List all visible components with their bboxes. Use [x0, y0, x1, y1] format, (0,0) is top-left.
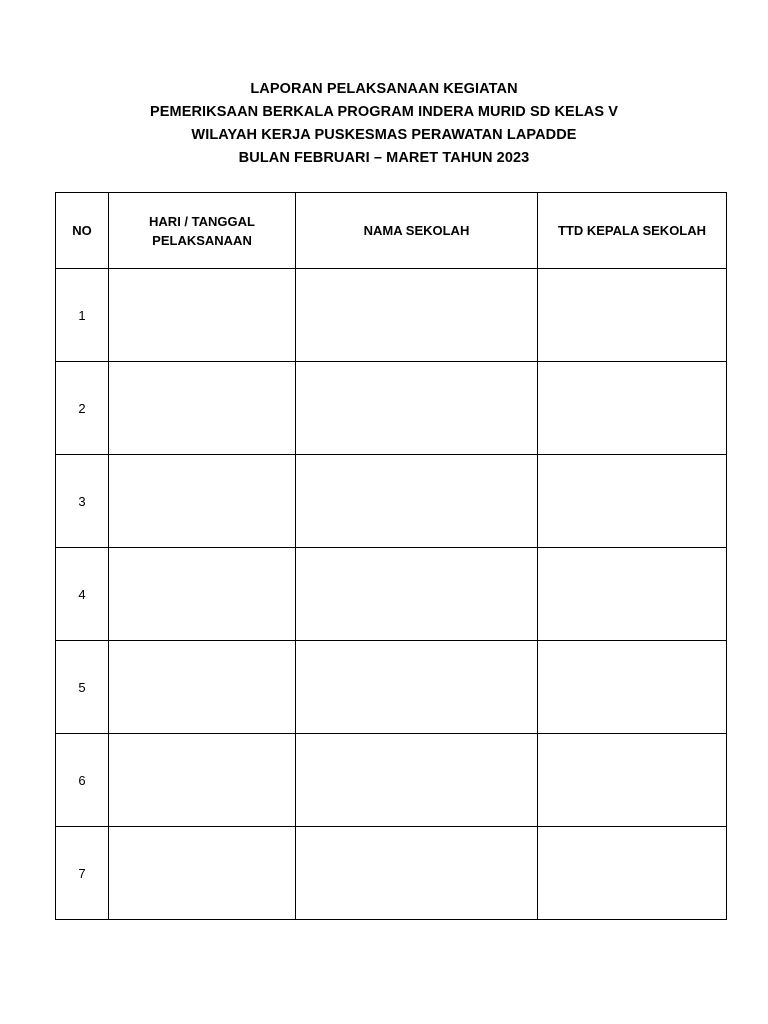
row-no-cell: 2 — [56, 362, 109, 455]
table-row — [56, 827, 727, 920]
table-body — [56, 269, 727, 920]
table-row — [56, 548, 727, 641]
row-school-cell[interactable] — [296, 827, 538, 920]
row-signature-cell[interactable] — [538, 734, 727, 827]
row-no-cell: 7 — [56, 827, 109, 920]
row-signature-cell[interactable] — [538, 362, 727, 455]
row-school-cell[interactable] — [296, 734, 538, 827]
row-signature-cell[interactable] — [538, 548, 727, 641]
table-row — [56, 641, 727, 734]
row-signature-cell[interactable] — [538, 827, 727, 920]
row-no-cell: 3 — [56, 455, 109, 548]
row-date-cell[interactable] — [109, 548, 296, 641]
row-no-cell: 5 — [56, 641, 109, 734]
table-row — [56, 734, 727, 827]
header-no: NO — [56, 193, 109, 269]
header-signature: TTD KEPALA SEKOLAH — [538, 193, 727, 269]
row-school-cell[interactable] — [296, 455, 538, 548]
row-no-cell: 4 — [56, 548, 109, 641]
header-date-line-2: PELAKSANAAN — [152, 232, 252, 248]
report-table — [55, 192, 727, 920]
table-row — [56, 455, 727, 548]
table-row — [56, 362, 727, 455]
row-date-cell[interactable] — [109, 362, 296, 455]
row-date-cell[interactable] — [109, 269, 296, 362]
title-line-1: LAPORAN PELAKSANAAN KEGIATAN — [250, 81, 518, 97]
header-school: NAMA SEKOLAH — [296, 193, 538, 269]
row-date-cell[interactable] — [109, 455, 296, 548]
row-date-cell[interactable] — [109, 827, 296, 920]
row-date-cell[interactable] — [109, 641, 296, 734]
table-header-row — [56, 193, 727, 269]
table-row — [56, 269, 727, 362]
row-date-cell[interactable] — [109, 734, 296, 827]
row-school-cell[interactable] — [296, 548, 538, 641]
header-date — [109, 193, 296, 269]
title-line-2: PEMERIKSAAN BERKALA PROGRAM INDERA MURID SD KELAS V — [149, 104, 619, 120]
row-school-cell[interactable] — [296, 269, 538, 362]
header-date-line-1: HARI / TANGGAL — [149, 213, 255, 229]
title-line-4: BULAN FEBRUARI – MARET TAHUN 2023 — [238, 150, 530, 166]
row-no-cell: 1 — [56, 269, 109, 362]
row-signature-cell[interactable] — [538, 455, 727, 548]
row-signature-cell[interactable] — [538, 641, 727, 734]
row-signature-cell[interactable] — [538, 269, 727, 362]
row-school-cell[interactable] — [296, 362, 538, 455]
row-no-cell: 6 — [56, 734, 109, 827]
row-school-cell[interactable] — [296, 641, 538, 734]
document-title — [0, 78, 768, 170]
title-line-3: WILAYAH KERJA PUSKESMAS PERAWATAN LAPADDE — [191, 127, 577, 143]
